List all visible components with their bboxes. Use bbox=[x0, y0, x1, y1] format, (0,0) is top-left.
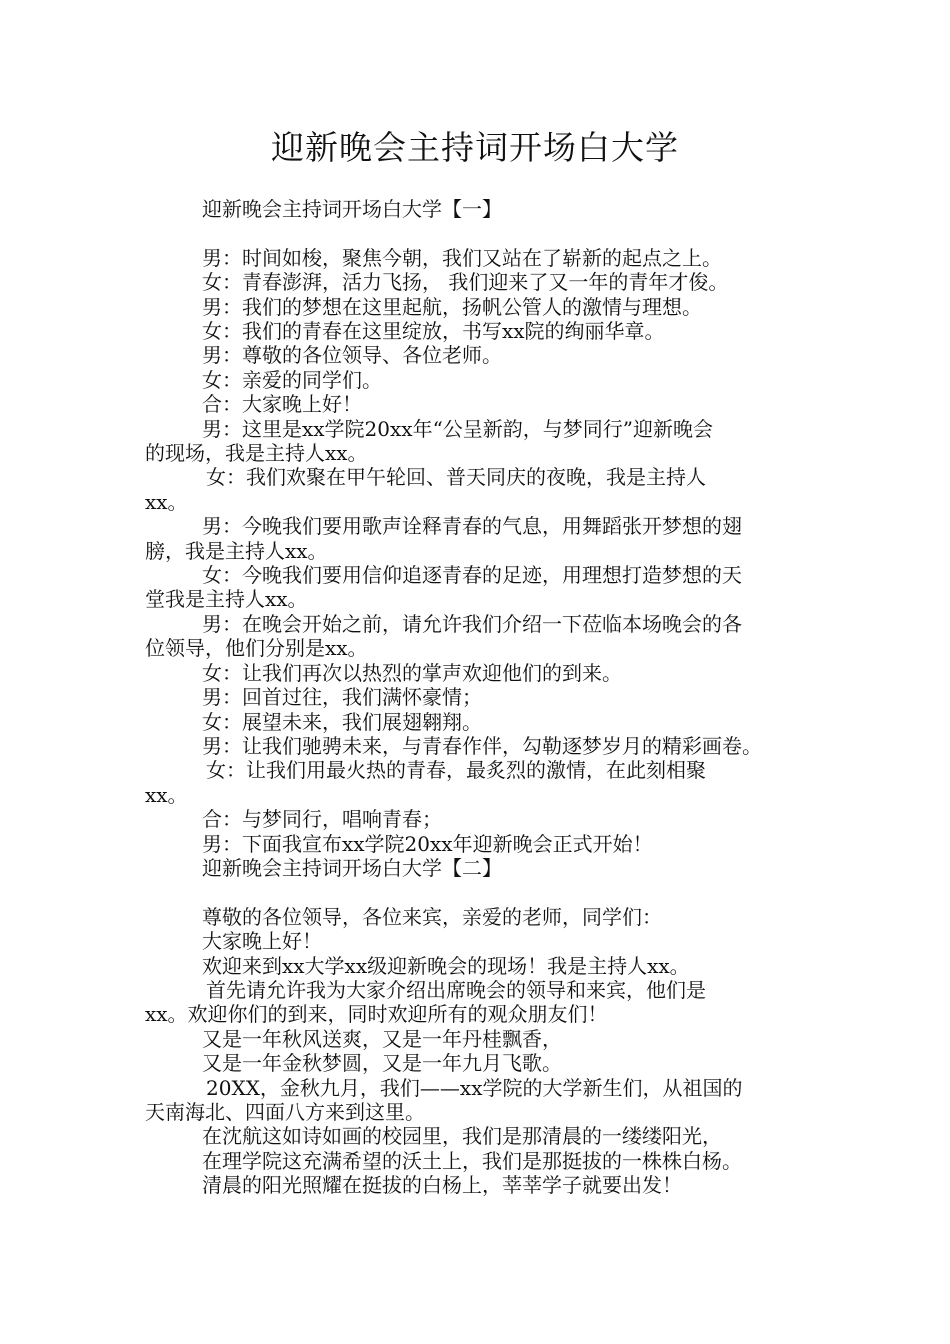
paragraph-line: 的现场，我是主持人xx。 bbox=[145, 441, 368, 466]
paragraph-line: xx。 bbox=[145, 489, 188, 514]
paragraph-line: 又是一年金秋梦圆，又是一年九月飞歌。 bbox=[202, 1051, 562, 1076]
paragraph-line: 男：我们的梦想在这里起航，扬帆公管人的激情与理想。 bbox=[202, 294, 702, 319]
paragraph-line: 尊敬的各位领导，各位来宾，亲爱的老师，同学们： bbox=[202, 904, 662, 929]
paragraph-line: 在理学院这充满希望的沃土上，我们是那挺拔的一株株白杨。 bbox=[202, 1148, 742, 1173]
paragraph-line: 男：这里是xx学院20xx年“公呈新韵，与梦同行”迎新晚会 bbox=[202, 416, 714, 441]
paragraph-line: 大家晚上好！ bbox=[202, 929, 322, 954]
section-heading: 迎新晚会主持词开场白大学【一】 bbox=[202, 197, 502, 221]
section-heading: 迎新晚会主持词开场白大学【二】 bbox=[202, 855, 502, 880]
paragraph-line: 位领导，他们分别是xx。 bbox=[145, 636, 368, 661]
paragraph-line: 合：与梦同行，唱响青春； bbox=[202, 807, 442, 832]
blank-line bbox=[145, 221, 810, 245]
paragraph-line: 男：下面我宣布xx学院20xx年迎新晚会正式开始！ bbox=[202, 831, 653, 856]
document-body bbox=[145, 197, 810, 1198]
paragraph-line: 男：时间如梭，聚焦今朝，我们又站在了崭新的起点之上。 bbox=[202, 245, 722, 270]
paragraph-line: 堂我是主持人xx。 bbox=[145, 587, 308, 612]
paragraph-line: 男：尊敬的各位领导、各位老师。 bbox=[202, 343, 502, 368]
blank-line bbox=[145, 880, 810, 904]
paragraph-line: 女：青春澎湃，活力飞扬， 我们迎来了又一年的青年才俊。 bbox=[202, 270, 729, 295]
paragraph-line: 男：今晚我们要用歌声诠释青春的气息，用舞蹈张开梦想的翅 bbox=[202, 514, 742, 539]
paragraph-line: 男：回首过往，我们满怀豪情； bbox=[202, 685, 482, 710]
paragraph-line: 女：今晚我们要用信仰追逐青春的足迹，用理想打造梦想的天 bbox=[202, 563, 742, 588]
paragraph-line: 欢迎来到xx大学xx级迎新晚会的现场！我是主持人xx。 bbox=[202, 953, 690, 978]
paragraph-line: 女：展望未来，我们展翅翱翔。 bbox=[202, 709, 482, 734]
paragraph-line: 女：让我们用最火热的青春，最炙烈的激情，在此刻相聚 bbox=[206, 758, 706, 783]
paragraph-line: 又是一年秋风送爽，又是一年丹桂飘香， bbox=[202, 1026, 562, 1051]
paragraph-line: 女：我们欢聚在甲午轮回、普天同庆的夜晚，我是主持人 bbox=[206, 465, 706, 490]
paragraph-line: 首先请允许我为大家介绍出席晚会的领导和来宾，他们是 bbox=[206, 977, 706, 1002]
paragraph-line: 清晨的阳光照耀在挺拔的白杨上，莘莘学子就要出发！ bbox=[202, 1173, 682, 1198]
paragraph-line: 男：让我们驰骋未来，与青春作伴，勾勒逐梦岁月的精彩画卷。 bbox=[202, 733, 762, 758]
paragraph-line: xx。欢迎你们的到来，同时欢迎所有的观众朋友们！ bbox=[145, 1002, 608, 1027]
paragraph-line: 天南海北、四面八方来到这里。 bbox=[145, 1100, 425, 1124]
paragraph-line: 男：在晚会开始之前，请允许我们介绍一下莅临本场晚会的各 bbox=[202, 611, 742, 636]
paragraph-line: 合：大家晚上好！ bbox=[202, 392, 362, 417]
paragraph-line: 在沈航这如诗如画的校园里，我们是那清晨的一缕缕阳光， bbox=[202, 1124, 722, 1149]
paragraph-line: 女：亲爱的同学们。 bbox=[202, 367, 382, 392]
paragraph-line: 女：我们的青春在这里绽放，书写xx院的绚丽华章。 bbox=[202, 319, 665, 344]
paragraph-line: xx。 bbox=[145, 782, 188, 807]
document-title: 迎新晚会主持词开场白大学 bbox=[271, 128, 679, 167]
paragraph-line: 膀，我是主持人xx。 bbox=[145, 538, 328, 563]
paragraph-line: 20XX，金秋九月，我们——xx学院的大学新生们，从祖国的 bbox=[206, 1075, 743, 1100]
paragraph-line: 女：让我们再次以热烈的掌声欢迎他们的到来。 bbox=[202, 660, 622, 685]
